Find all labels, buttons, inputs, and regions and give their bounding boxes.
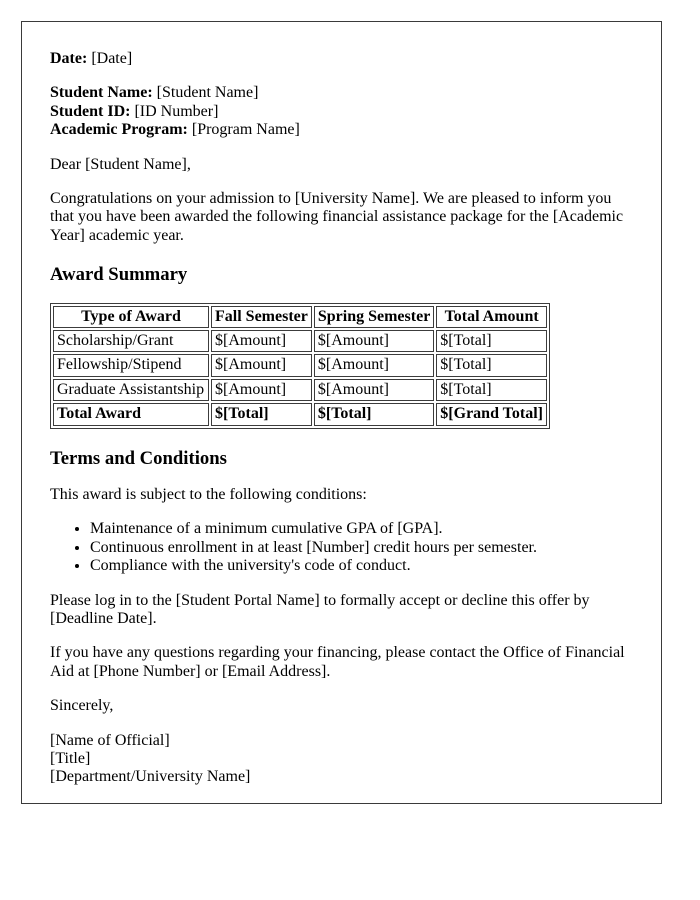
award-table-header-cell: Type of Award [53,306,209,328]
award-table-header-cell: Spring Semester [314,306,434,328]
award-summary-table [50,303,550,429]
condition-item: • Continuous enrollment in at least [Number] credit hours per semester. [90,539,633,557]
award-table-header-cell: Fall Semester [211,306,312,328]
closing: Sincerely, [50,697,114,715]
award-letter-document [21,21,662,804]
signature-line: [Title] [50,749,91,767]
award-table-cell: $[Amount] [314,330,434,352]
conditions-list [50,520,633,575]
award-table-cell: $[Amount] [211,354,312,376]
date-value: [Date] [91,50,133,67]
award-table-total-row [53,403,547,425]
award-table-cell: $[Amount] [211,330,312,352]
student-field-label: Student ID: [50,102,131,120]
condition-item: • Maintenance of a minimum cumulative GPA of [GPA]. [90,520,633,538]
award-table-row [53,379,547,401]
terms-intro: This award is subject to the following conditions: [50,486,367,504]
award-table-row [53,330,547,352]
award-table-header-row [53,306,547,328]
award-table-total-cell: $[Total] [314,403,434,425]
date-line [50,50,633,68]
signature-line: [Department/University Name] [50,768,251,786]
award-table-cell: Fellowship/Stipend [53,354,209,376]
award-table-cell: Graduate Assistantship [53,379,209,401]
award-table-cell: $[Amount] [211,379,312,401]
portal-paragraph: Please log in to the [Student Portal Name] to formally accept or decline this offer by [Deadline Date]. [50,591,590,628]
award-table-cell: $[Total] [436,330,547,352]
award-table-cell: $[Amount] [314,354,434,376]
condition-item: • Compliance with the university's code of conduct. [90,557,633,575]
award-table-cell: $[Total] [436,354,547,376]
signature-line: [Name of Official] [50,731,170,749]
award-table-row [53,354,547,376]
award-table-total-cell: Total Award [53,403,209,425]
contact-paragraph: If you have any questions regarding your financing, please contact the Office of Financial Aid at [Phone Number] or [Email Address]. [50,644,625,680]
award-table-header-cell: Total Amount [436,306,547,328]
signature-block [50,732,633,787]
intro-paragraph: Congratulations on your admission to [University Name]. We are pleased to inform you that you have been awarded the following financial assistance package for the [Academic Year] academic year. [50,189,624,244]
award-table-total-cell: $[Grand Total] [436,403,547,425]
salutation: Dear [Student Name], [50,155,191,173]
award-table-cell: Scholarship/Grant [53,330,209,352]
student-info-block [50,84,633,139]
award-table-cell: $[Amount] [314,379,434,401]
award-summary-heading: Award Summary [50,264,188,286]
student-field-label: Academic Program: [50,121,188,139]
student-field-label: Student Name: [50,84,153,102]
student-field-value: [Program Name] [187,121,300,139]
award-table-total-cell: $[Total] [211,403,312,425]
student-field-value: [ID Number] [130,102,219,120]
student-field-value: [Student Name] [152,84,259,102]
award-table-cell: $[Total] [436,379,547,401]
terms-heading: Terms and Conditions [50,447,227,469]
date-label: Date: [50,50,88,67]
